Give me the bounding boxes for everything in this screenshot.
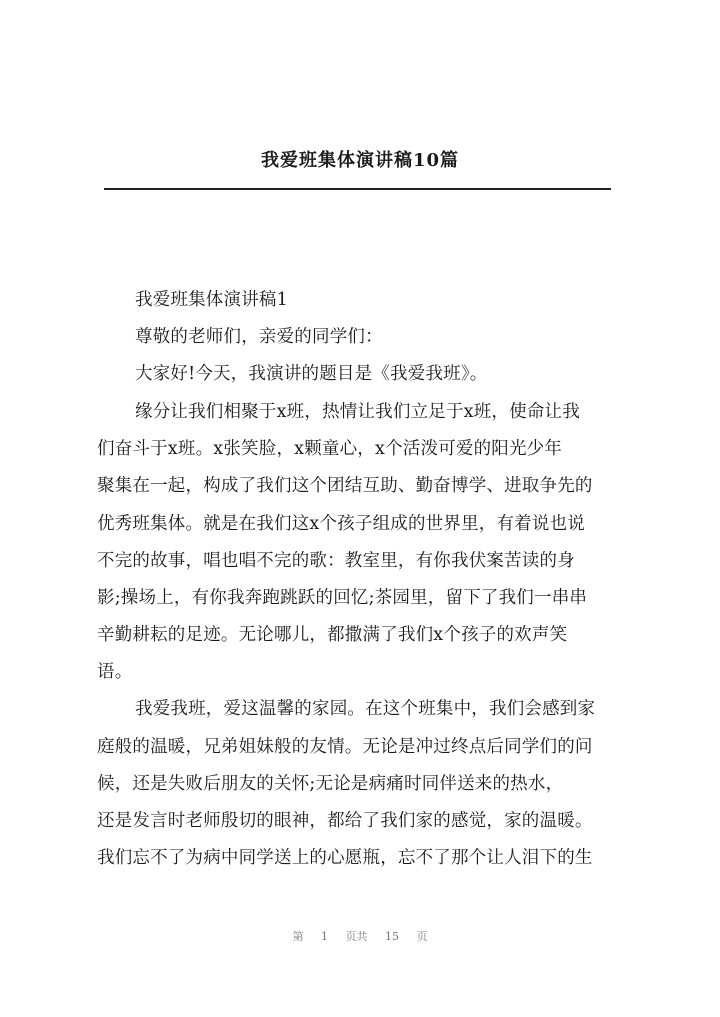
body-line: 缘分让我们相聚于x班，热情让我们立足于x班，使命让我: [135, 402, 580, 422]
footer-page-number: 1: [321, 930, 328, 943]
footer-total-pages: 15: [385, 930, 399, 943]
body-line: 们奋斗于x班。x张笑脸，x颗童心，x个活泼可爱的阳光少年: [97, 439, 563, 459]
body-line: 庭般的温暖，兄弟姐妹般的友情。无论是冲过终点后同学们的问: [97, 737, 593, 757]
footer-middle: 页共: [345, 930, 368, 943]
body-line: 辛勤耕耘的足迹。无论哪儿，都撒满了我们x个孩子的欢声笑: [97, 625, 568, 645]
body-line: 优秀班集体。就是在我们这x个孩子组成的世界里，有着说也说: [97, 514, 585, 534]
body-line: 聚集在一起，构成了我们这个团结互助、勤奋博学、进取争先的: [97, 476, 593, 496]
footer-prefix: 第: [292, 930, 304, 943]
body-line: 大家好!今天，我演讲的题目是《我爱我班》。: [135, 364, 488, 384]
body-line: 还是发言时老师殷切的眼神，都给了我们家的感觉，家的温暖。: [97, 811, 593, 831]
title-rule: [104, 188, 611, 190]
footer-suffix: 页: [416, 930, 428, 943]
body-line: 候，还是失败后朋友的关怀;无论是病痛时同伴送来的热水，: [97, 774, 564, 794]
body-line: 我爱班集体演讲稿1: [135, 290, 288, 310]
body-line: 语。: [97, 662, 133, 682]
body-line: 我们忘不了为病中同学送上的心愿瓶，忘不了那个让人泪下的生: [97, 848, 593, 868]
body-line: 尊敬的老师们，亲爱的同学们：: [135, 327, 383, 347]
document-title: 我爱班集体演讲稿10篇: [260, 150, 460, 171]
body-line: 不完的故事，唱也唱不完的歌：教室里，有你我伏案苦读的身: [97, 551, 575, 571]
body-line: 我爱我班，爱这温馨的家园。在这个班集中，我们会感到家: [135, 699, 596, 719]
page-footer: [0, 928, 720, 944]
body-line: 影;操场上，有你我奔跑跳跃的回忆;茶园里，留下了我们一串串: [97, 588, 588, 608]
